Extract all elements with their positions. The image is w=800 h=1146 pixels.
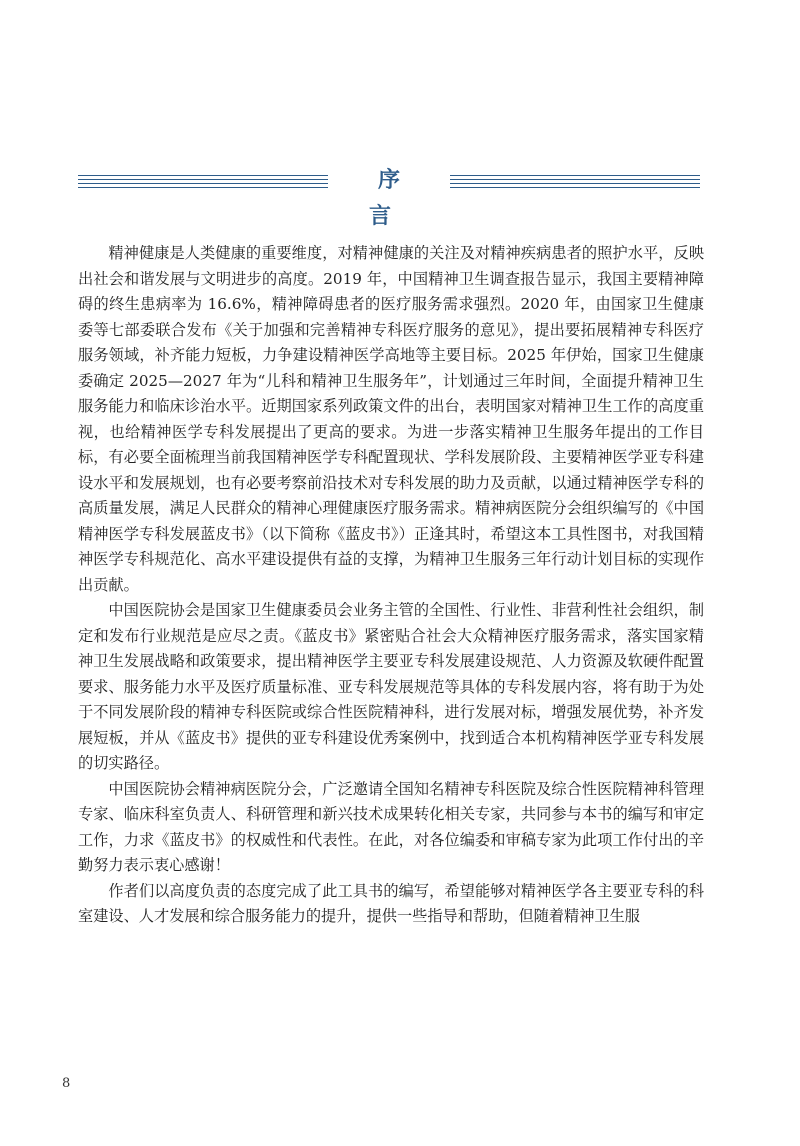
paragraph: 精神健康是人类健康的重要维度，对精神健康的关注及对精神疾病患者的照护水平，反映出社会和谐发展与文明进步的高度。2019 年，中国精神卫生调查报告显示，我国主要精神障碍的终生患病率为 16.6%，精神障碍患者的医疗服务需求强烈。2020 年，由国家卫生健康委等七部委联合发布《关于加强和完善精神专科医疗服务的意见》，提出要拓展精神专科医疗服务领域，补齐能力短板，力争建设精神医学高地等主要目标。2025 年伊始，国家卫生健康委确定 2025—2027 年为“儿科和精神卫生服务年”，计划通过三年时间，全面提升精神卫生服务能力和临床诊治水平。近期国家系列政策文件的出台，表明国家对精神卫生工作的高度重视，也给精神医学专科发展提出了更高的要求。为进一步落实精神卫生服务年提出的工作目标，有必要全面梳理当前我国精神医学专科配置现状、学科发展阶段、主要精神医学亚专科建设水平和发展规划，也有必要考察前沿技术对专科发展的助力及贡献，以通过精神医学专科的高质量发展，满足人民群众的精神心理健康医疗服务需求。精神病医院分会组织编写的《中国精神医学专科发展蓝皮书》（以下简称《蓝皮书》）正逢其时，希望这本工具性图书，对我国精神医学专科规范化、高水平建设提供有益的支撑，为精神卫生服务三年行动计划目标的实现作出贡献。 [78, 244, 704, 594]
heading-rule-right [450, 173, 700, 189]
section-heading [78, 163, 700, 229]
paragraph: 中国医院协会是国家卫生健康委员会业务主管的全国性、行业性、非营利性社会组织，制定和发布行业规范是应尽之责。《蓝皮书》紧密贴合社会大众精神医疗服务需求，落实国家精神卫生发展战略和政策要求，提出精神医学主要亚专科发展建设规范、人力资源及软硬件配置要求、服务能力水平及医疗质量标准、亚专科发展规范等具体的专科发展内容，将有助于为处于不同发展阶段的精神专科医院或综合性医院精神科，进行发展对标，增强发展优势，补齐发展短板，并从《蓝皮书》提供的亚专科建设优秀案例中，找到适合本机构精神医学亚专科发展的切实路径。 [78, 601, 704, 772]
page-number: 8 [62, 1076, 71, 1091]
paragraph: 中国医院协会精神病医院分会，广泛邀请全国知名精神专科医院及综合性医院精神科管理专家、临床科室负责人、科研管理和新兴技术成果转化相关专家，共同参与本书的编写和审定工作，力求《蓝皮书》的权威性和代表性。在此，对各位编委和审稿专家为此项工作付出的辛勤努力表示衷心感谢！ [78, 779, 704, 874]
body-text [78, 241, 704, 930]
paragraph: 作者们以高度负责的态度完成了此工具书的编写，希望能够对精神医学各主要亚专科的科室建设、人才发展和综合服务能力的提升，提供一些指导和帮助，但随着精神卫生服 [78, 881, 704, 925]
page-title: 序 言 [368, 168, 418, 229]
heading-rule-left [78, 173, 328, 189]
